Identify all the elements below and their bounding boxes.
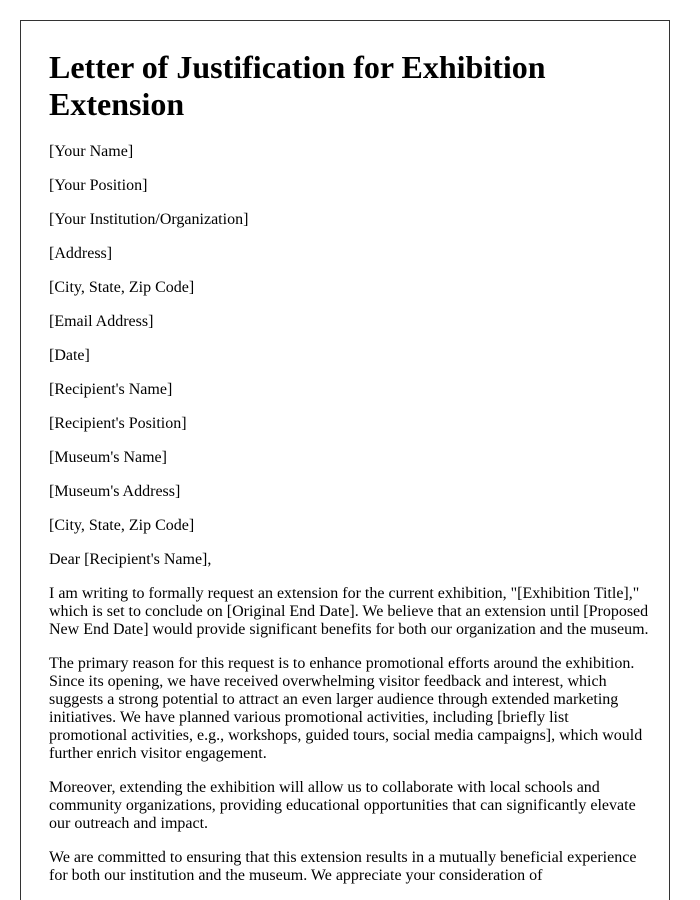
body-paragraph-commitment: We are committed to ensuring that this extension results in a mutually beneficial experience for both our institution and the museum. We appreciate your consideration of: [49, 849, 637, 884]
sender-name: [Your Name]: [49, 143, 134, 160]
museum-name: [Museum's Name]: [49, 449, 167, 466]
body-paragraph-collaboration: Moreover, extending the exhibition will allow us to collaborate with local schools and community organizations, providing educational opportunities that can significantly elevate our outreach and impact.: [49, 779, 636, 832]
sender-position: [Your Position]: [49, 177, 148, 194]
recipient-position: [Recipient's Position]: [49, 415, 187, 432]
body-paragraph-promotion: The primary reason for this request is to enhance promotional efforts around the exhibition. Since its opening, we have received overwhelming visitor feedback and interest, which suggests a strong potential to attract an even larger audience through extended marketing initiatives. We have planned various promotional activities, including [briefly list promotional activities, e.g., workshops, guided tours, social media campaigns], which would further enrich visitor engagement.: [49, 655, 643, 762]
sender-city-state-zip: [City, State, Zip Code]: [49, 279, 195, 296]
salutation: Dear [Recipient's Name],: [49, 551, 212, 568]
museum-address: [Museum's Address]: [49, 483, 181, 500]
sender-address: [Address]: [49, 245, 113, 262]
sender-institution: [Your Institution/Organization]: [49, 211, 249, 228]
letter-date: [Date]: [49, 347, 90, 364]
sender-email: [Email Address]: [49, 313, 154, 330]
museum-city-state-zip: [City, State, Zip Code]: [49, 517, 195, 534]
recipient-name: [Recipient's Name]: [49, 381, 173, 398]
letter-page: [20, 20, 670, 900]
letter-title: Letter of Justification for Exhibition Extension: [49, 49, 546, 122]
body-paragraph-request: I am writing to formally request an extension for the current exhibition, "[Exhibition Title]," which is set to conclude on [Original End Date]. We believe that an extension until [Proposed New End Date] would provide significant benefits for both our organization and the museum.: [49, 585, 649, 638]
